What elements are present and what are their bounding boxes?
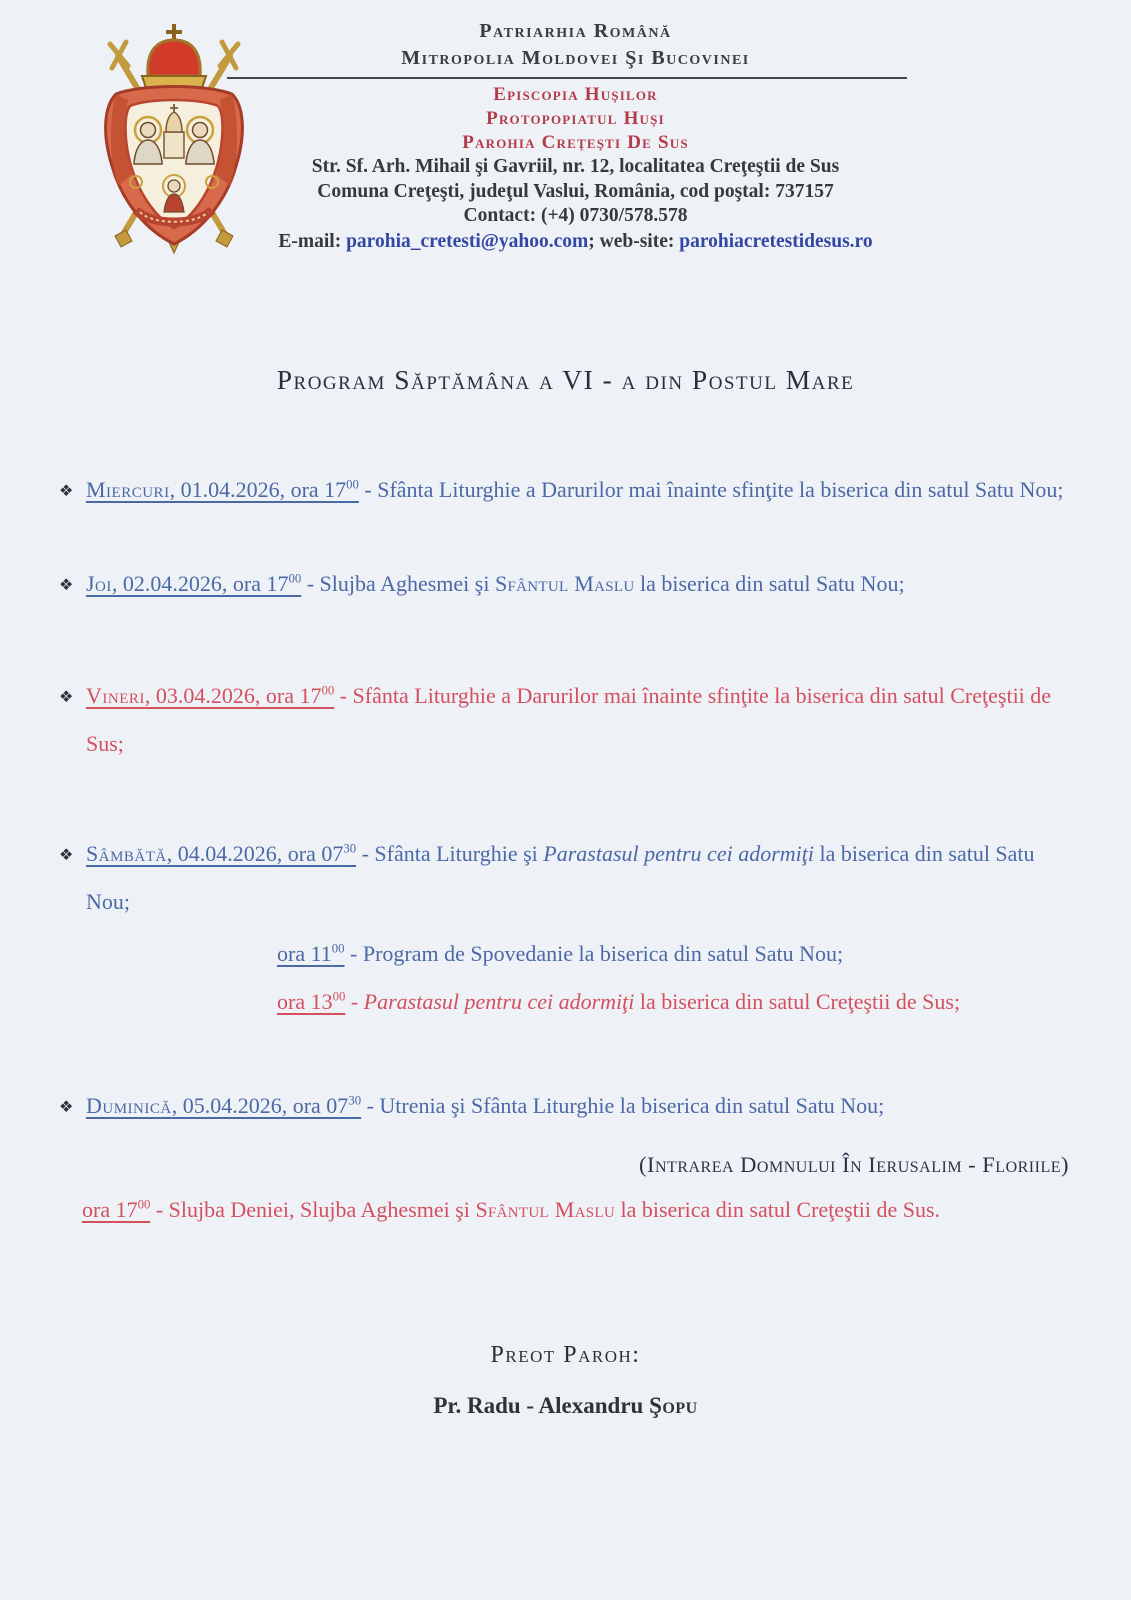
email-label: E-mail: [278, 230, 347, 252]
item-text: la biserica din satul Satu Nou; [634, 571, 905, 596]
address-line-2: Comuna Creţeşti, judeţul Vaslui, România, cod poştal: 737157 [317, 180, 834, 202]
item-text: - Slujba Aghesmei şi [301, 571, 495, 596]
program-item-sambata [59, 830, 1069, 926]
date-time: , 02.04.2026, ora 17 [111, 571, 289, 596]
day-name: Vineri [86, 683, 145, 708]
priest-signature [0, 1393, 1131, 1419]
program-subitem-ora17 [82, 1188, 1069, 1232]
day-name: Miercuri [86, 477, 170, 502]
service-name-smallcaps: Sfântul Maslu [494, 571, 635, 596]
program-item-vineri [59, 672, 1069, 768]
program-item-joi [59, 560, 1069, 608]
time-superscript: 00 [288, 571, 302, 586]
time-superscript: 30 [348, 1093, 362, 1108]
item-text: la biserica din satul Satu Nou; [86, 841, 1035, 914]
header-divider [227, 77, 907, 79]
priest-role-label: Preot Paroh: [490, 1342, 641, 1368]
item-text: - [345, 989, 364, 1014]
item-text: - Sfânta Liturghie şi [356, 841, 544, 866]
time-label: ora 11 [277, 941, 332, 966]
website-label: ; web-site: [588, 230, 680, 252]
day-name: Duminică [86, 1093, 172, 1118]
time-superscript: 00 [321, 683, 335, 698]
day-name: Joi [86, 571, 112, 596]
program-subitem-ora11 [277, 930, 1069, 978]
time-label: ora 17 [82, 1197, 138, 1222]
signature-name: Pr. Radu - Alexandru [433, 1393, 650, 1418]
bullet-diamond-icon: ❖ [59, 481, 74, 500]
email-address: parohia_cretesti@yahoo.com [346, 230, 589, 252]
bullet-diamond-icon: ❖ [59, 845, 74, 864]
date-time: , 01.04.2026, ora 17 [169, 477, 347, 502]
metropolis-line: Mitropolia Moldovei Şi Bucovinei [401, 47, 750, 69]
program-item-duminica [59, 1082, 1069, 1130]
letterhead-text [235, 18, 916, 254]
document-title: Program Săptămâna a VI - a din Postul Mare [276, 364, 855, 395]
diocese-line: Episcopia Huşilor [493, 84, 658, 105]
date-time: , 03.04.2026, ora 17 [144, 683, 322, 708]
address-line-1: Str. Sf. Arh. Mihail şi Gavriil, nr. 12, localitatea Creţeştii de Sus [311, 156, 840, 177]
bullet-diamond-icon: ❖ [59, 1097, 74, 1116]
program-item-miercuri [59, 466, 1069, 514]
bullet-diamond-icon: ❖ [59, 687, 74, 706]
feast-day-note: (Intrarea Domnului În Ierusalim - Floriile) [639, 1152, 1069, 1177]
program-subitem-ora13 [277, 978, 1069, 1026]
program-list [59, 466, 1069, 1232]
item-text: - Sfânta Liturghie a Darurilor mai înainte sfinţite la biserica din satul Satu Nou; [358, 477, 1064, 502]
crown [142, 24, 206, 88]
letterhead [0, 0, 1131, 280]
time-superscript: 30 [343, 841, 357, 856]
item-text: - Utrenia şi Sfânta Liturghie la biserica din satul Satu Nou; [361, 1093, 885, 1118]
parish-line: Parohia Creţeşti De Sus [462, 132, 689, 153]
parish-coat-of-arms-icon [88, 14, 260, 256]
time-superscript: 00 [332, 989, 346, 1004]
email-website-line [235, 229, 916, 254]
service-name-smallcaps: Sfântul Maslu [475, 1197, 615, 1222]
service-name-italic: Parastasul pentru cei adormiţi [543, 841, 814, 866]
date-time: , 04.04.2026, ora 07 [166, 841, 344, 866]
time-superscript: 00 [346, 477, 359, 492]
signature-surname: Şopu [649, 1393, 698, 1418]
service-name-italic: Parastasul pentru cei adormiţi [363, 989, 635, 1014]
bullet-diamond-icon: ❖ [59, 575, 74, 594]
day-name: Sâmbătă [86, 841, 167, 866]
patriarchy-line: Patriarhia Română [479, 20, 672, 42]
time-superscript: 00 [331, 941, 345, 956]
item-text: - Program de Spovedanie la biserica din satul Satu Nou; [344, 941, 844, 966]
date-time: , 05.04.2026, ora 07 [171, 1093, 349, 1118]
item-text: - Slujba Deniei, Slujba Aghesmei şi [150, 1197, 476, 1222]
item-text: la biserica din satul Creţeştii de Sus. [614, 1197, 941, 1222]
contact-line: Contact: (+4) 0730/578.578 [463, 205, 688, 226]
item-text: la biserica din satul Creţeştii de Sus; [634, 989, 961, 1014]
time-superscript: 00 [137, 1197, 151, 1212]
time-label: ora 13 [277, 989, 333, 1014]
item-text: - Sfânta Liturghie a Darurilor mai înainte sfinţite la biserica din satul Creţeştii de Sus; [86, 683, 1052, 756]
deanery-line: Protopopiatul Huşi [486, 108, 665, 129]
website-address: parohiacretestidesus.ro [679, 230, 873, 252]
